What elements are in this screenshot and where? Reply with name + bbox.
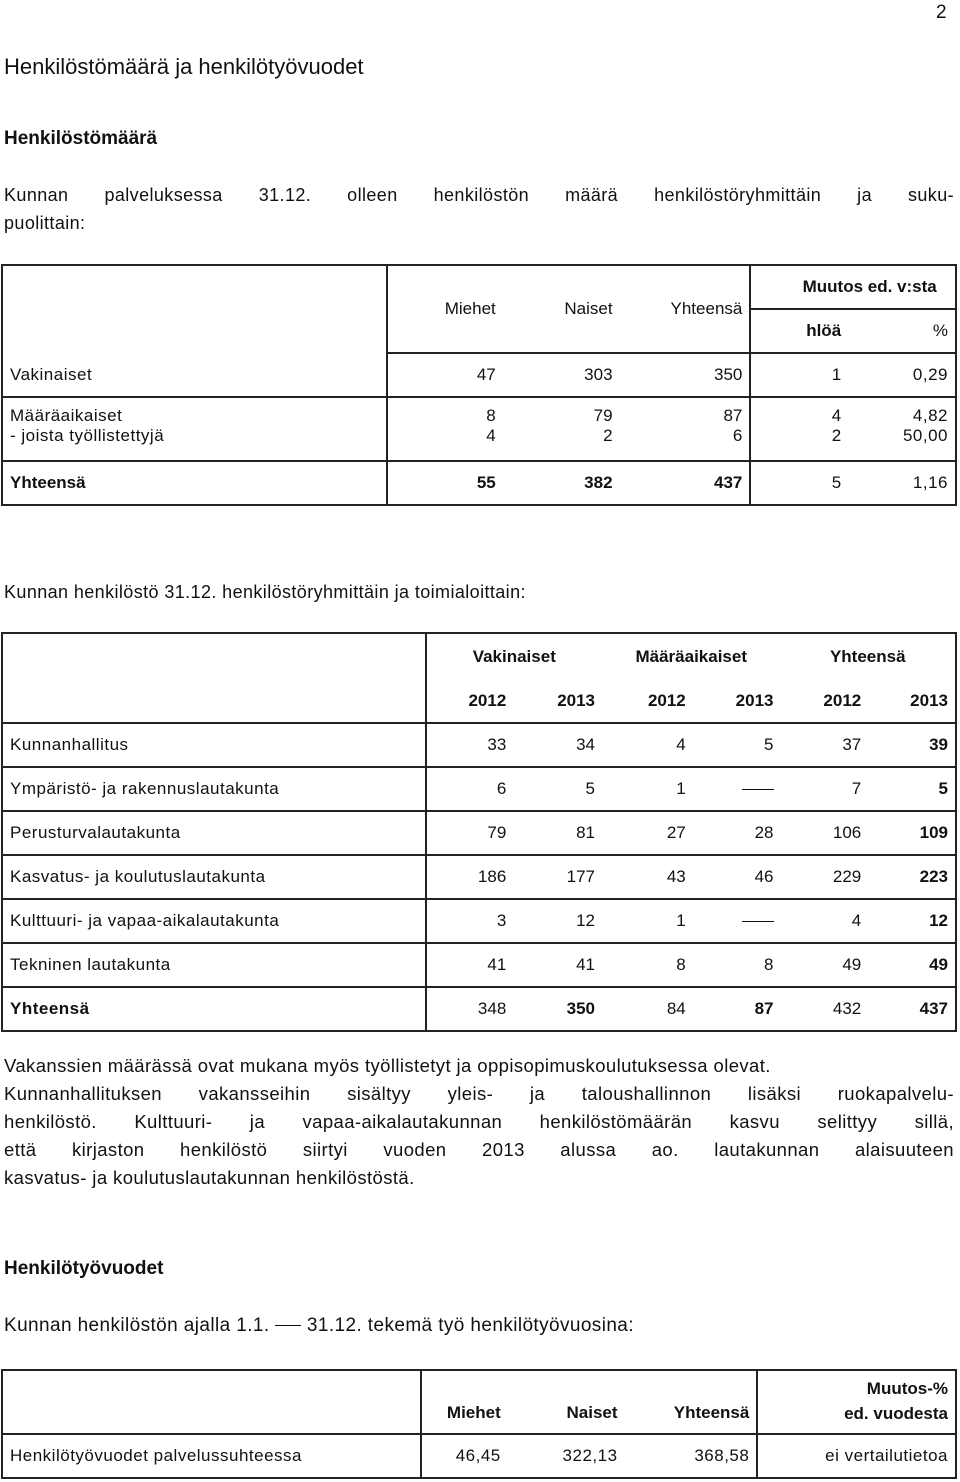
paragraph-line: että kirjaston henkilöstö siirtyi vuoden 2013 alussa ao. lautakunnan alaisuuteen: [4, 1139, 954, 1160]
cell-yhteensa: 350: [620, 353, 751, 397]
group-yhteensa: Yhteensä: [829, 646, 906, 666]
cell-miehet: 55: [387, 461, 503, 505]
value-cell: 106: [781, 811, 869, 855]
value-cell: 4: [602, 723, 693, 767]
value-cell: 41: [513, 943, 602, 987]
value-cell: 6: [426, 767, 514, 811]
year-header: 2013: [557, 690, 596, 710]
table-row: [2, 426, 956, 461]
staff-by-department-table: [1, 632, 957, 1032]
value-cell: 8: [693, 943, 781, 987]
row-label: Kasvatus- ja koulutuslautakunta: [2, 855, 426, 899]
value-cell: 43: [602, 855, 693, 899]
row-label: Tekninen lautakunta: [2, 943, 426, 987]
table-row-total: [2, 987, 956, 1031]
cell-hloa: 1: [831, 365, 842, 384]
row-label: - joista työllistettyjä: [2, 426, 387, 461]
cell-pct: 50,00: [902, 426, 948, 445]
value-cell: 5: [513, 767, 602, 811]
value-cell: 12: [513, 899, 602, 943]
table-row: [2, 353, 956, 397]
cell-pct: 0,29: [912, 365, 948, 384]
value-cell: 27: [602, 811, 693, 855]
header-pct: %: [848, 309, 956, 353]
table-row: [2, 767, 956, 811]
header-miehet: Miehet: [421, 1370, 508, 1434]
cell-naiset: 382: [503, 461, 620, 505]
section-heading-henkilotyovuodet: Henkilötyövuodet: [4, 1258, 164, 1279]
year-header: 2013: [735, 690, 774, 710]
value-cell: 41: [426, 943, 514, 987]
table-row: [2, 723, 956, 767]
header-yhteensa: Yhteensä: [620, 265, 751, 353]
value-cell: 81: [513, 811, 602, 855]
intro-line-1: Kunnan palveluksessa 31.12. olleen henkilöstön määrä henkilöstöryhmittäin ja suku-: [4, 185, 954, 205]
empty-dash-cell: [693, 899, 781, 943]
row-label: Ympäristö- ja rakennuslautakunta: [2, 767, 426, 811]
year-header: 2013: [910, 690, 948, 710]
table2-intro: Kunnan henkilöstö 31.12. henkilöstöryhmittäin ja toimialoittain:: [4, 582, 526, 602]
value-cell: 33: [426, 723, 514, 767]
cell-pct: 1,16: [848, 461, 956, 505]
row-label: Yhteensä: [2, 987, 426, 1031]
value-cell: 348: [426, 987, 514, 1031]
value-cell: 28: [693, 811, 781, 855]
cell-miehet: 4: [486, 426, 496, 445]
cell-miehet: 46,45: [455, 1446, 501, 1465]
table-row: [2, 1434, 956, 1478]
header-naiset: Naiset: [503, 265, 620, 353]
dash-mark: [742, 789, 774, 790]
cell-yhteensa: 87: [620, 397, 751, 426]
row-label: Perusturvalautakunta: [2, 811, 426, 855]
table-row: [2, 943, 956, 987]
value-cell: 46: [693, 855, 781, 899]
value-cell: 37: [781, 723, 869, 767]
value-cell: 49: [781, 943, 869, 987]
table-row-total: [2, 461, 956, 505]
value-cell: 39: [868, 723, 956, 767]
cell-hloa: 4: [750, 397, 848, 426]
value-cell: 223: [868, 855, 956, 899]
dash-separator: [275, 1325, 301, 1326]
page-number: 2: [936, 2, 947, 23]
cell-miehet: 8: [387, 397, 503, 426]
value-cell: 7: [781, 767, 869, 811]
header-muutos: [757, 1370, 956, 1434]
header-muutos-line1: Muutos-%: [866, 1379, 948, 1398]
value-cell: 437: [868, 987, 956, 1031]
table-row: [2, 397, 956, 426]
header-naiset: Naiset: [508, 1370, 625, 1434]
cell-hloa: 2: [831, 426, 842, 445]
staff-by-group-table: [1, 264, 957, 506]
row-label: Kunnanhallitus: [2, 723, 426, 767]
header-yhteensa: Yhteensä: [625, 1370, 758, 1434]
paragraph-line: Kunnanhallituksen vakansseihin sisältyy yleis- ja taloushallinnon lisäksi ruokapalvelu-: [4, 1083, 954, 1104]
cell-yhteensa: 6: [620, 426, 751, 461]
cell-naiset: 303: [584, 365, 613, 384]
explanation-paragraph: [4, 1052, 954, 1192]
cell-hloa: 5: [750, 461, 848, 505]
value-cell: 177: [513, 855, 602, 899]
intro-part-a: Kunnan henkilöstön ajalla 1.1.: [4, 1315, 270, 1336]
year-header: 2012: [468, 690, 507, 710]
header-muutos-line2: ed. vuodesta: [844, 1404, 948, 1423]
paragraph-line: henkilöstö. Kulttuuri- ja vapaa-aikalautakunnan henkilöstömäärän kasvu selittyy sillä,: [4, 1111, 954, 1132]
cell-yhteensa: 437: [620, 461, 751, 505]
value-cell: 432: [781, 987, 869, 1031]
intro-part-b: 31.12. tekemä työ henkilötyövuosina:: [306, 1315, 634, 1336]
paragraph-line: Vakanssien määrässä ovat mukana myös työllistetyt ja oppisopimuskoulutuksessa olevat.: [4, 1055, 771, 1076]
row-label: Vakinaiset: [2, 353, 387, 397]
header-muutos: Muutos ed. v:sta: [750, 265, 956, 309]
page-title: Henkilöstömäärä ja henkilötyövuodet: [4, 54, 364, 79]
intro-paragraph: [4, 181, 954, 237]
cell-muutos: ei vertailutietoa: [825, 1446, 948, 1465]
value-cell: 5: [868, 767, 956, 811]
row-label: Henkilötyövuodet palvelussuhteessa: [2, 1434, 421, 1478]
value-cell: 229: [781, 855, 869, 899]
group-maaraaikaiset: Määräaikaiset: [635, 646, 748, 666]
value-cell: 49: [868, 943, 956, 987]
table3-intro: [4, 1312, 954, 1340]
cell-naiset: 322,13: [562, 1446, 618, 1465]
person-years-table: [1, 1369, 957, 1479]
row-label: Kulttuuri- ja vapaa-aikalautakunta: [2, 899, 426, 943]
cell-miehet: 47: [476, 365, 496, 384]
year-header: 2012: [647, 690, 686, 710]
value-cell: 12: [868, 899, 956, 943]
value-cell: 34: [513, 723, 602, 767]
value-cell: 8: [602, 943, 693, 987]
value-cell: 109: [868, 811, 956, 855]
cell-pct: 4,82: [848, 397, 956, 426]
table-row: [2, 899, 956, 943]
intro-line-2: puolittain:: [4, 213, 86, 233]
dash-mark: [742, 921, 774, 922]
empty-dash-cell: [693, 767, 781, 811]
value-cell: 4: [781, 899, 869, 943]
value-cell: 350: [513, 987, 602, 1031]
value-cell: 1: [602, 767, 693, 811]
value-cell: 1: [602, 899, 693, 943]
table-row: [2, 855, 956, 899]
value-cell: 3: [426, 899, 514, 943]
row-label: Määräaikaiset: [2, 397, 387, 426]
table-row: [2, 811, 956, 855]
cell-yhteensa: 368,58: [625, 1434, 758, 1478]
section-heading-henkilostomaara: Henkilöstömäärä: [4, 128, 158, 149]
cell-naiset: 79: [503, 397, 620, 426]
year-header: 2012: [823, 690, 862, 710]
value-cell: 87: [693, 987, 781, 1031]
group-vakinaiset: Vakinaiset: [472, 646, 556, 666]
header-hloa: hlöä: [750, 309, 848, 353]
value-cell: 84: [602, 987, 693, 1031]
paragraph-line: kasvatus- ja koulutuslautakunnan henkilöstöstä.: [4, 1167, 415, 1188]
value-cell: 5: [693, 723, 781, 767]
cell-naiset: 2: [603, 426, 613, 445]
value-cell: 79: [426, 811, 514, 855]
header-miehet: Miehet: [387, 265, 503, 353]
row-label: Yhteensä: [2, 461, 387, 505]
value-cell: 186: [426, 855, 514, 899]
